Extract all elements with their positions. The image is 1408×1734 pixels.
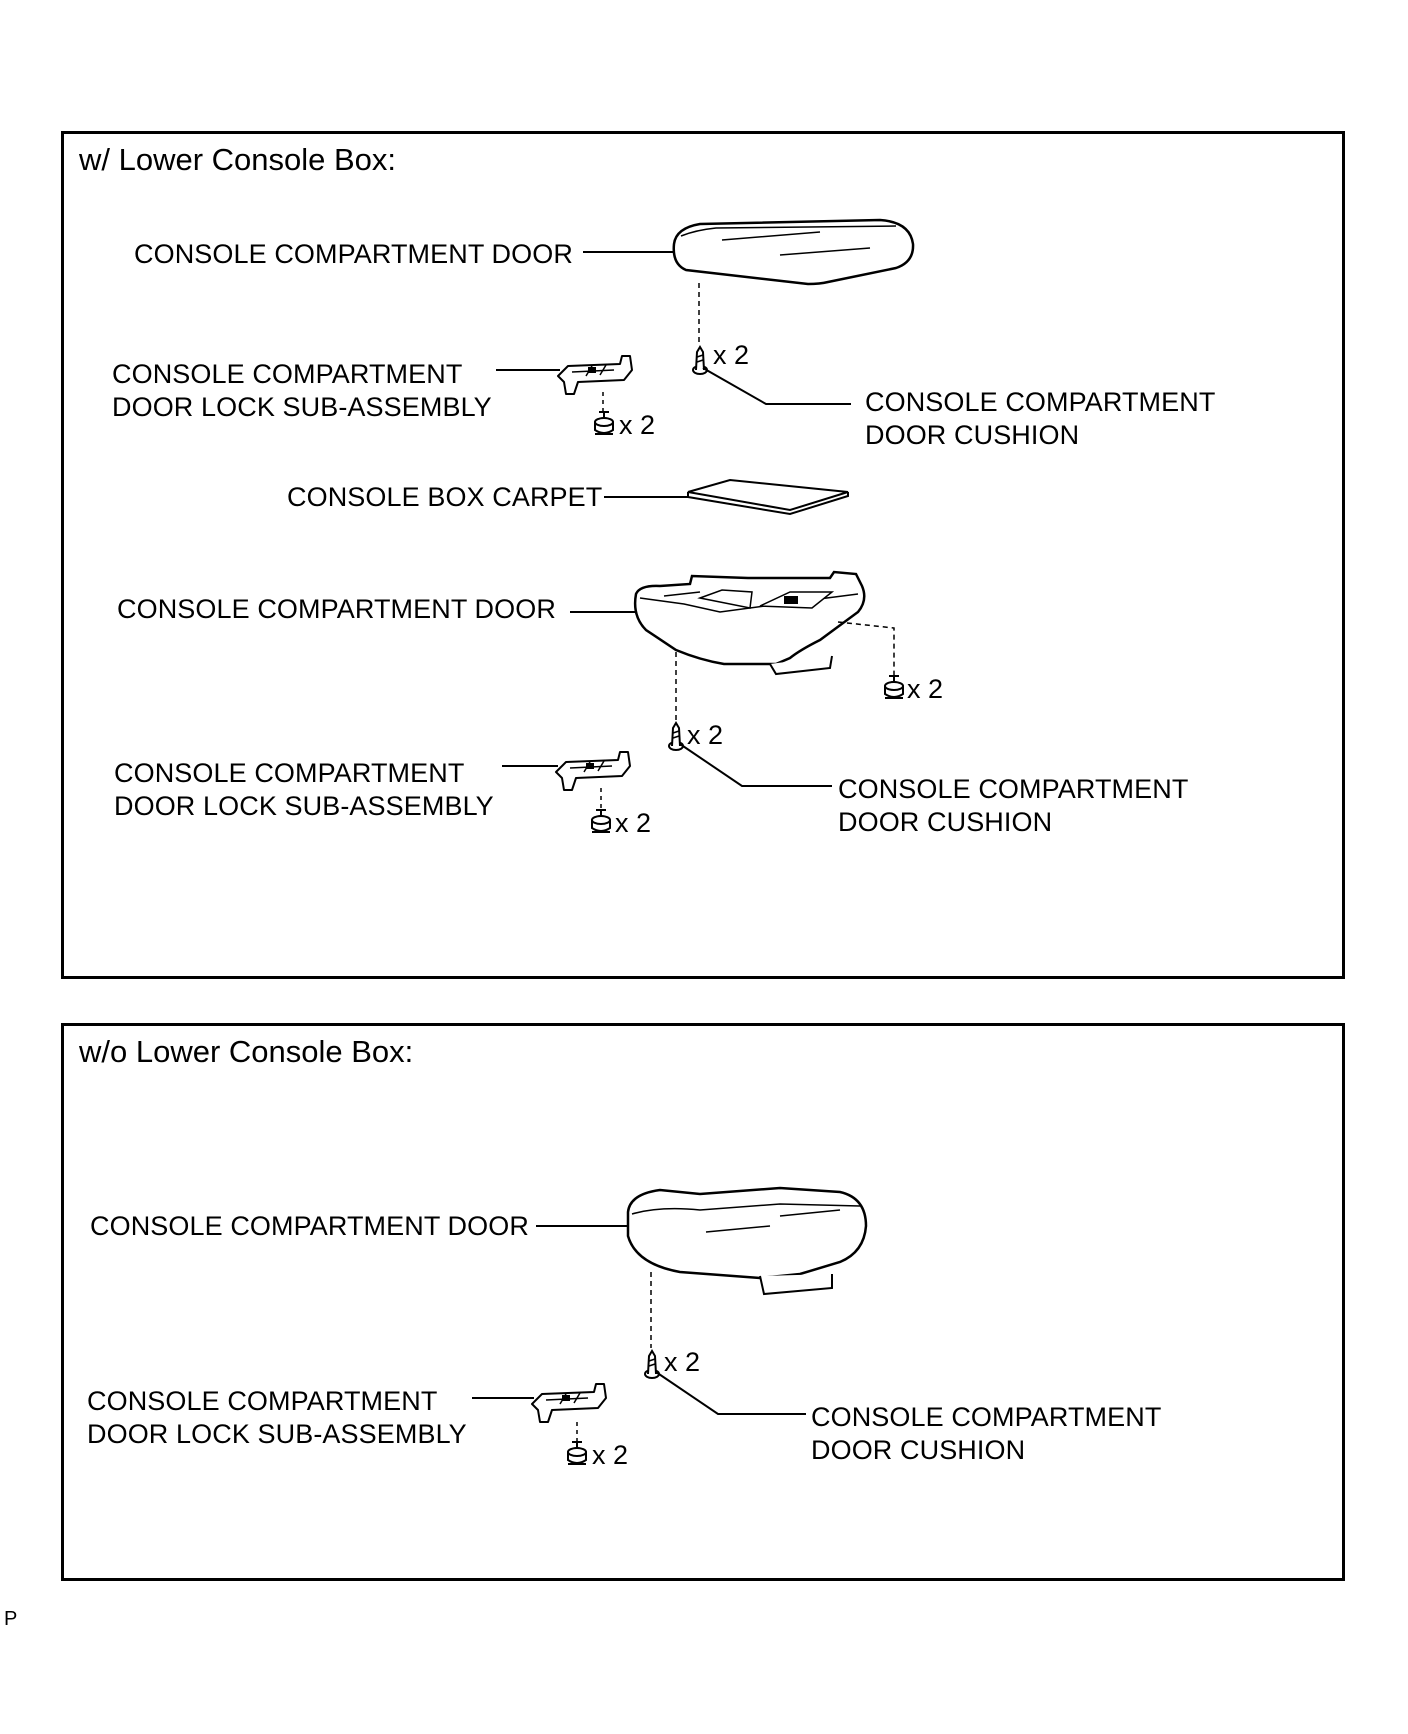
quantity-label: x 2	[619, 410, 656, 440]
console-compartment-lower-shape	[635, 572, 864, 674]
door-lock-clip-shape	[556, 752, 630, 790]
quantity-label: x 2	[664, 1347, 701, 1377]
screw-icon	[669, 723, 683, 750]
quantity-label: x 2	[615, 808, 652, 838]
footer-mark: P	[4, 1608, 18, 1630]
bolt-icon	[592, 810, 610, 832]
quantity-label: x 2	[687, 720, 724, 750]
screw-icon	[645, 1351, 659, 1378]
console-compartment-door-shape	[674, 220, 913, 284]
label-door-lock-line1: CONSOLE COMPARTMENT	[87, 1386, 438, 1416]
bolt-icon	[885, 676, 903, 698]
bolt-icon	[568, 1442, 586, 1464]
quantity-label: x 2	[713, 340, 750, 370]
quantity-label: x 2	[592, 1440, 629, 1470]
label-door-cushion-line2: DOOR CUSHION	[811, 1435, 1026, 1465]
label-door-lock-line2: DOOR LOCK SUB-ASSEMBLY	[114, 791, 494, 821]
label-door-cushion-line1: CONSOLE COMPARTMENT	[865, 387, 1216, 417]
console-compartment-door-shape	[628, 1188, 866, 1294]
panel-title: w/ Lower Console Box:	[79, 142, 397, 177]
label-console-compartment-door: CONSOLE COMPARTMENT DOOR	[134, 239, 573, 269]
label-door-cushion-line2: DOOR CUSHION	[865, 420, 1080, 450]
door-lock-clip-shape	[532, 1384, 606, 1422]
label-door-lock-line1: CONSOLE COMPARTMENT	[112, 359, 463, 389]
label-console-compartment-door-lower: CONSOLE COMPARTMENT DOOR	[117, 594, 556, 624]
label-door-cushion-line1: CONSOLE COMPARTMENT	[838, 774, 1189, 804]
label-door-cushion-line1: CONSOLE COMPARTMENT	[811, 1402, 1162, 1432]
label-door-cushion-line2: DOOR CUSHION	[838, 807, 1053, 837]
label-console-box-carpet: CONSOLE BOX CARPET	[287, 482, 603, 512]
label-door-lock-line1: CONSOLE COMPARTMENT	[114, 758, 465, 788]
label-door-lock-line2: DOOR LOCK SUB-ASSEMBLY	[112, 392, 492, 422]
console-box-carpet-shape	[688, 480, 848, 514]
panel-title: w/o Lower Console Box:	[79, 1034, 414, 1069]
bolt-icon	[595, 412, 613, 434]
door-lock-clip-shape	[558, 356, 632, 394]
label-console-compartment-door: CONSOLE COMPARTMENT DOOR	[90, 1211, 529, 1241]
quantity-label: x 2	[907, 674, 944, 704]
label-door-lock-line2: DOOR LOCK SUB-ASSEMBLY	[87, 1419, 467, 1449]
